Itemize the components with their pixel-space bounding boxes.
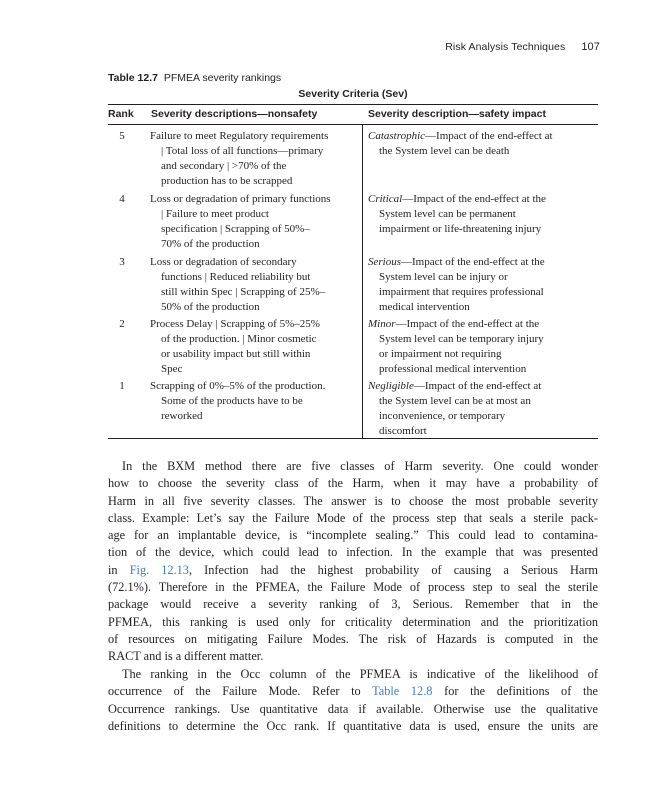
text-line: of resources on mitigating Failure Modes. The risk of Hazards is computed in the <box>108 631 598 646</box>
text-line: System level can be injury or <box>379 271 508 283</box>
text-line: impairment that requires professional <box>379 286 544 298</box>
text-line: medical intervention <box>379 301 470 313</box>
row-3-nonsafety <box>150 255 325 315</box>
text-line: —Impact of the end-effect at <box>413 380 542 392</box>
rank-2: 2 <box>119 318 125 330</box>
text-line: —Impact of the end-effect at <box>425 130 553 142</box>
text-line: or usability impact but still within <box>161 348 311 360</box>
text-line: still within Spec | Scrapping of 25%– <box>161 286 326 298</box>
row-1-nonsafety <box>150 379 325 424</box>
text-line <box>108 683 598 700</box>
text-line: Process Delay | Scrapping of 5%–25% <box>150 318 320 330</box>
text-line: reworked <box>161 410 203 422</box>
severity-term: Minor <box>368 318 396 330</box>
table-column-divider <box>362 125 363 438</box>
text-line: discomfort <box>379 425 427 437</box>
text-line: —Impact of the end-effect at the <box>402 193 546 205</box>
text-line: PFMEA, this ranking is used only for criticality determination and the prioritization <box>108 614 598 629</box>
text-line: System level can be permanent <box>379 208 516 220</box>
text-line: specification | Scrapping of 50%– <box>161 223 310 235</box>
text-line: The ranking in the Occ column of the PFMEA is indicative of the likelihood of <box>122 667 598 681</box>
text-line: —Impact of the end-effect at the <box>395 318 540 330</box>
text-line <box>108 562 598 579</box>
text-line: age for an implantable device, is “incomplete sealing.” This could lead to contamina- <box>108 528 598 543</box>
col-head-rank: Rank <box>108 108 134 120</box>
rank-3: 3 <box>119 256 125 268</box>
text-line: or impairment not requiring <box>379 348 502 360</box>
text-line: | Total loss of all functions—primary <box>161 145 324 157</box>
col-head-nonsafety: Severity descriptions—nonsafety <box>151 108 318 120</box>
severity-term: Negligible <box>368 380 414 392</box>
table-rule-top <box>108 104 598 105</box>
text-line: Some of the products have to be <box>161 395 303 407</box>
text-line: | Failure to meet product <box>161 208 269 220</box>
text-line: class. Example: Let’s say the Failure Mode of the process step that seals a sterile pack- <box>108 510 598 525</box>
text-line: how to choose the severity class of the Harm, when it may have a probability of <box>108 476 598 491</box>
text-line: of the production. | Minor cosmetic <box>161 333 317 345</box>
row-2-safety <box>368 317 544 377</box>
text-line: production has to be scrapped <box>161 175 293 187</box>
figure-link[interactable]: Fig. 12.13 <box>129 562 189 577</box>
text-line: Spec <box>161 363 183 375</box>
text-line: —Impact of the end-effect at the <box>401 256 545 268</box>
row-2-nonsafety <box>150 317 320 377</box>
table-rule-head <box>108 124 598 125</box>
text-line: Occurrence rankings. Use quantitative data if available. Otherwise use the qualitative <box>108 701 598 716</box>
text-line: (72.1%). Therefore in the PFMEA, the Failure Mode of process step to seal the sterile <box>108 580 598 595</box>
text-line: RACT and is a different matter. <box>108 649 264 664</box>
text-line: the System level can be at most an <box>379 395 531 407</box>
rank-5: 5 <box>119 130 125 142</box>
severity-term: Serious <box>368 256 401 268</box>
text-fragment: in <box>108 562 130 577</box>
text-line: Scrapping of 0%–5% of the production. <box>150 380 326 392</box>
page-number: 107 <box>581 41 600 53</box>
text-fragment: for the definitions of the <box>432 684 598 699</box>
table-label: Table 12.7 <box>108 72 158 84</box>
text-line: Loss or degradation of primary functions <box>150 193 331 205</box>
text-fragment: , Infection had the highest probability of causing a Serious Harm <box>188 562 598 577</box>
body-paragraph-2 <box>108 666 598 735</box>
text-line: Failure to meet Regulatory requirements <box>150 130 329 142</box>
row-3-safety <box>368 255 545 315</box>
text-line: impairment or life-threatening injury <box>379 223 542 235</box>
running-head-title: Risk Analysis Techniques <box>445 41 566 53</box>
text-line: package would receive a severity ranking of 3, Serious. Remember that in the <box>108 597 598 612</box>
severity-term: Critical <box>368 193 403 205</box>
text-line: inconvenience, or temporary <box>379 410 506 422</box>
table-caption-text: PFMEA severity rankings <box>163 72 282 84</box>
row-4-nonsafety <box>150 192 331 252</box>
table-rule-bottom <box>108 438 598 439</box>
text-line: functions | Reduced reliability but <box>161 271 311 283</box>
row-5-safety <box>368 129 553 159</box>
table-group-header: Severity Criteria (Sev) <box>298 88 408 100</box>
rank-4: 4 <box>119 193 125 205</box>
rank-1: 1 <box>119 380 125 392</box>
text-line: 70% of the production <box>161 238 260 250</box>
text-line: Harm in all five severity classes. The answer is to choose the most probable severity <box>108 493 598 508</box>
text-line: professional medical intervention <box>379 363 527 375</box>
text-line: tion of the device, which could lead to infection. In the example that was presented <box>108 545 598 560</box>
row-5-nonsafety <box>150 129 328 189</box>
text-line: In the BXM method there are five classes of Harm severity. One could wonder <box>122 459 598 473</box>
text-line: 50% of the production <box>161 301 260 313</box>
text-line: System level can be temporary injury <box>379 333 544 345</box>
row-4-safety <box>368 192 546 237</box>
text-line: definitions to determine the Occ rank. If quantitative data is used, ensure the units are <box>108 718 598 733</box>
table-caption <box>108 72 281 84</box>
row-1-safety <box>368 379 541 439</box>
col-head-safety: Severity description—safety impact <box>368 108 546 120</box>
running-head <box>440 41 600 53</box>
text-line: and secondary | >70% of the <box>161 160 287 172</box>
body-paragraph-1 <box>108 458 598 666</box>
table-link[interactable]: Table 12.8 <box>372 684 433 699</box>
text-line: Loss or degradation of secondary <box>150 256 297 268</box>
text-fragment: occurrence of the Failure Mode. Refer to <box>108 684 373 699</box>
severity-term: Catastrophic <box>368 130 426 142</box>
text-line: the System level can be death <box>379 145 510 157</box>
